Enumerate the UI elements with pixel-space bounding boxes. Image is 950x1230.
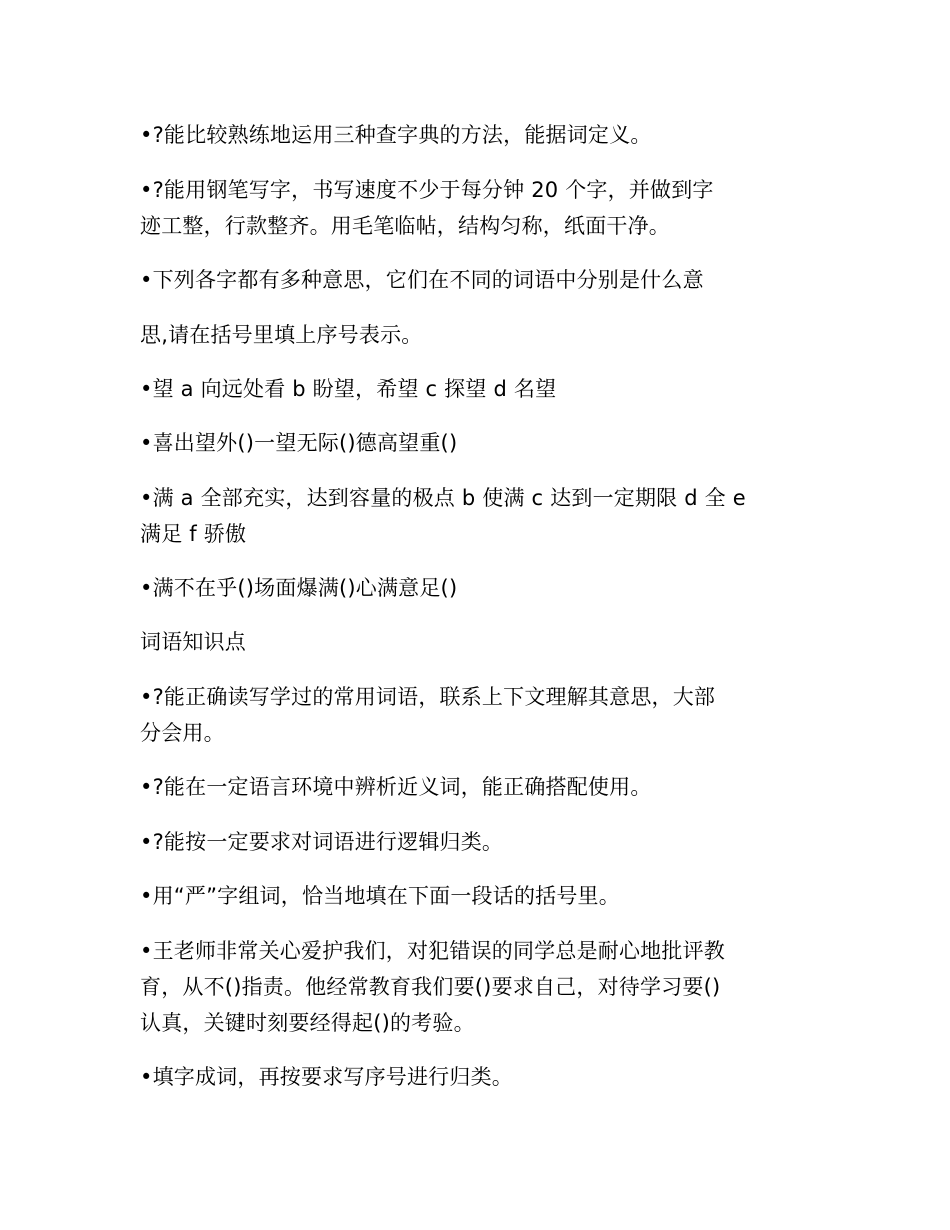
paragraph-synonyms: •?能在一定语言环境中辨析近义词，能正确搭配使用。 [140, 775, 652, 799]
paragraph-wang-exercise: •喜出望外()一望无际()德高望重() [140, 431, 458, 455]
paragraph-classification: •?能按一定要求对词语进行逻辑归类。 [140, 830, 504, 854]
paragraph-vocabulary-reading-line-2: 分会用。 [140, 721, 225, 745]
paragraph-man-definitions-line-1: •满 a 全部充实，达到容量的极点 b 使满 c 达到一定期限 d 全 e [140, 486, 746, 510]
paragraph-man-definitions-line-2: 满足 f 骄傲 [140, 522, 247, 546]
section-heading-vocabulary: 词语知识点 [140, 630, 246, 654]
paragraph-fill-words: •填字成词，再按要求写序号进行归类。 [140, 1065, 513, 1089]
paragraph-meanings-line-2: 思,请在括号里填上序号表示。 [140, 323, 423, 347]
paragraph-teacher-line-1: •王老师非常关心爱护我们，对犯错误的同学总是耐心地批评教 [140, 939, 725, 963]
paragraph-meanings-line-1: •下列各字都有多种意思，它们在不同的词语中分别是什么意 [140, 268, 704, 292]
paragraph-dictionary-skills: •?能比较熟练地运用三种查字典的方法，能据词定义。 [140, 123, 652, 147]
paragraph-man-exercise: •满不在乎()场面爆满()心满意足() [140, 576, 458, 600]
paragraph-yan-instruction: •用“严”字组词，恰当地填在下面一段话的括号里。 [140, 884, 620, 908]
paragraph-handwriting-line-2: 迹工整，行款整齐。用毛笔临帖，结构匀称，纸面干净。 [140, 214, 670, 238]
paragraph-teacher-line-2: 育，从不()指责。他经常教育我们要()要求自己，对待学习要() [140, 975, 721, 999]
paragraph-handwriting-line-1: •?能用钢笔写字，书写速度不少于每分钟 20 个字，并做到字 [140, 178, 714, 202]
paragraph-wang-definitions: •望 a 向远处看 b 盼望，希望 c 探望 d 名望 [140, 377, 557, 401]
paragraph-teacher-line-3: 认真，关键时刻要经得起()的考验。 [140, 1011, 475, 1035]
paragraph-vocabulary-reading-line-1: •?能正确读写学过的常用词语，联系上下文理解其意思，大部 [140, 685, 716, 709]
